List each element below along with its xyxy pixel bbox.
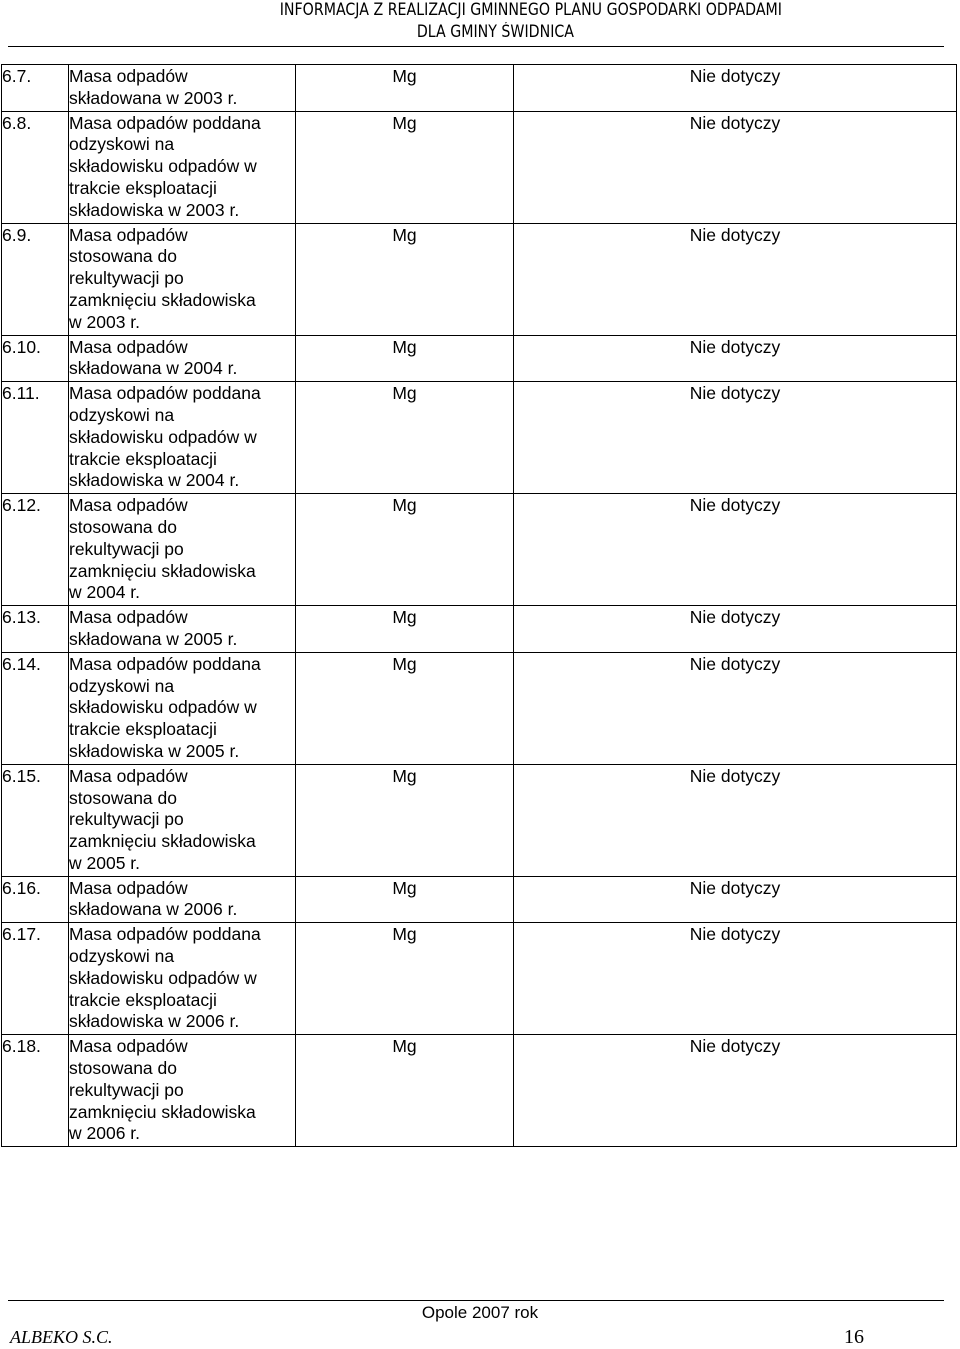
row-label-line: składowiska w 2004 r.	[69, 470, 240, 491]
row-label-line: zamknięciu składowiska	[69, 831, 256, 852]
row-unit: Mg	[296, 764, 514, 876]
page-header	[0, 0, 960, 46]
row-label-line: w 2003 r.	[69, 311, 141, 332]
row-unit: Mg	[296, 382, 514, 494]
footer-divider	[8, 1300, 944, 1301]
row-label-line: odzyskowi na	[69, 675, 175, 696]
row-label-line: zamknięciu składowiska	[69, 560, 256, 581]
waste-table	[1, 64, 957, 1147]
waste-table-body	[2, 65, 957, 1147]
row-label	[69, 923, 296, 1035]
table-row	[2, 652, 957, 764]
row-unit: Mg	[296, 652, 514, 764]
page-number: 16	[844, 1326, 864, 1348]
row-label	[69, 223, 296, 335]
row-label-line: stosowana do	[69, 516, 177, 537]
row-label-line: składowana w 2005 r.	[69, 628, 238, 649]
row-value: Nie dotyczy	[514, 652, 957, 764]
header-title-line1: INFORMACJA Z REALIZACJI GMINNEGO PLANU GOSPODARKI ODPADAMI	[279, 0, 782, 19]
row-number: 6.7.	[2, 65, 69, 112]
row-value: Nie dotyczy	[514, 876, 957, 923]
row-label-line: Masa odpadów	[69, 1036, 188, 1057]
row-label-line: stosowana do	[69, 246, 177, 267]
row-value: Nie dotyczy	[514, 111, 957, 223]
row-unit: Mg	[296, 111, 514, 223]
row-unit: Mg	[296, 494, 514, 606]
table-row	[2, 923, 957, 1035]
row-unit: Mg	[296, 1035, 514, 1147]
row-label	[69, 1035, 296, 1147]
row-number: 6.12.	[2, 494, 69, 606]
row-label-line: rekultywacji po	[69, 809, 184, 830]
row-label-line: trakcie eksploatacji	[69, 989, 217, 1010]
row-label-line: składowisku odpadów w	[69, 967, 257, 988]
row-label-line: trakcie eksploatacji	[69, 177, 217, 198]
row-label	[69, 111, 296, 223]
row-label-line: Masa odpadów	[69, 336, 188, 357]
row-label-line: Masa odpadów poddana	[69, 383, 261, 404]
row-label-line: składowiska w 2003 r.	[69, 199, 240, 220]
row-unit: Mg	[296, 923, 514, 1035]
footer-date: Opole 2007 rok	[421, 1303, 539, 1322]
row-label-line: zamknięciu składowiska	[69, 1101, 256, 1122]
row-label	[69, 606, 296, 653]
row-label-line: Masa odpadów	[69, 224, 188, 245]
row-label	[69, 876, 296, 923]
table-row	[2, 606, 957, 653]
row-label-line: Masa odpadów poddana	[69, 653, 261, 674]
row-label	[69, 335, 296, 382]
row-unit: Mg	[296, 606, 514, 653]
row-number: 6.14.	[2, 652, 69, 764]
row-value: Nie dotyczy	[514, 382, 957, 494]
row-label-line: składowisku odpadów w	[69, 156, 257, 177]
row-value: Nie dotyczy	[514, 1035, 957, 1147]
row-label-line: rekultywacji po	[69, 538, 184, 559]
row-label	[69, 382, 296, 494]
row-label-line: rekultywacji po	[69, 268, 184, 289]
row-label-line: składowana w 2003 r.	[69, 87, 238, 108]
row-unit: Mg	[296, 876, 514, 923]
table-row	[2, 223, 957, 335]
row-label-line: zamknięciu składowiska	[69, 289, 256, 310]
row-number: 6.13.	[2, 606, 69, 653]
row-number: 6.8.	[2, 111, 69, 223]
row-label-line: składowiska w 2006 r.	[69, 1011, 240, 1032]
row-label-line: Masa odpadów	[69, 66, 188, 86]
row-value: Nie dotyczy	[514, 606, 957, 653]
row-label-line: trakcie eksploatacji	[69, 719, 217, 740]
table-row	[2, 764, 957, 876]
row-number: 6.17.	[2, 923, 69, 1035]
row-value: Nie dotyczy	[514, 223, 957, 335]
row-label-line: Masa odpadów	[69, 495, 188, 516]
row-label-line: Masa odpadów poddana	[69, 112, 261, 133]
table-row	[2, 876, 957, 923]
table-row	[2, 1035, 957, 1147]
row-label-line: rekultywacji po	[69, 1079, 184, 1100]
row-label	[69, 494, 296, 606]
row-unit: Mg	[296, 223, 514, 335]
row-label-line: składowisku odpadów w	[69, 697, 257, 718]
row-label-line: Masa odpadów	[69, 607, 188, 628]
row-label-line: stosowana do	[69, 1058, 177, 1079]
row-number: 6.9.	[2, 223, 69, 335]
row-label-line: Masa odpadów	[69, 877, 188, 898]
row-label-line: składowana w 2006 r.	[69, 899, 238, 920]
row-number: 6.15.	[2, 764, 69, 876]
row-label	[69, 652, 296, 764]
row-label-line: składowana w 2004 r.	[69, 358, 238, 379]
row-value: Nie dotyczy	[514, 335, 957, 382]
row-unit: Mg	[296, 65, 514, 112]
header-title-line2: DLA GMINY ŚWIDNICA	[416, 22, 574, 41]
row-value: Nie dotyczy	[514, 494, 957, 606]
row-label-line: trakcie eksploatacji	[69, 448, 217, 469]
row-number: 6.10.	[2, 335, 69, 382]
row-value: Nie dotyczy	[514, 65, 957, 112]
row-label-line: w 2005 r.	[69, 852, 141, 873]
row-number: 6.11.	[2, 382, 69, 494]
row-label-line: odzyskowi na	[69, 134, 175, 155]
table-row	[2, 65, 957, 112]
row-label-line: odzyskowi na	[69, 404, 175, 425]
table-row	[2, 382, 957, 494]
table-row	[2, 335, 957, 382]
footer-company: ALBEKO S.C.	[10, 1327, 113, 1347]
row-label-line: składowisku odpadów w	[69, 426, 257, 447]
row-label-line: Masa odpadów	[69, 765, 188, 786]
row-number: 6.18.	[2, 1035, 69, 1147]
table-row	[2, 494, 957, 606]
row-label-line: składowiska w 2005 r.	[69, 740, 240, 761]
table-row	[2, 111, 957, 223]
row-label-line: stosowana do	[69, 787, 177, 808]
row-value: Nie dotyczy	[514, 923, 957, 1035]
row-number: 6.16.	[2, 876, 69, 923]
row-label	[69, 65, 296, 112]
row-label-line: odzyskowi na	[69, 946, 175, 967]
row-label-line: w 2006 r.	[69, 1123, 141, 1144]
row-label-line: Masa odpadów poddana	[69, 924, 261, 945]
row-label-line: w 2004 r.	[69, 582, 141, 603]
row-unit: Mg	[296, 335, 514, 382]
row-label	[69, 764, 296, 876]
header-divider	[8, 46, 944, 47]
row-value: Nie dotyczy	[514, 764, 957, 876]
